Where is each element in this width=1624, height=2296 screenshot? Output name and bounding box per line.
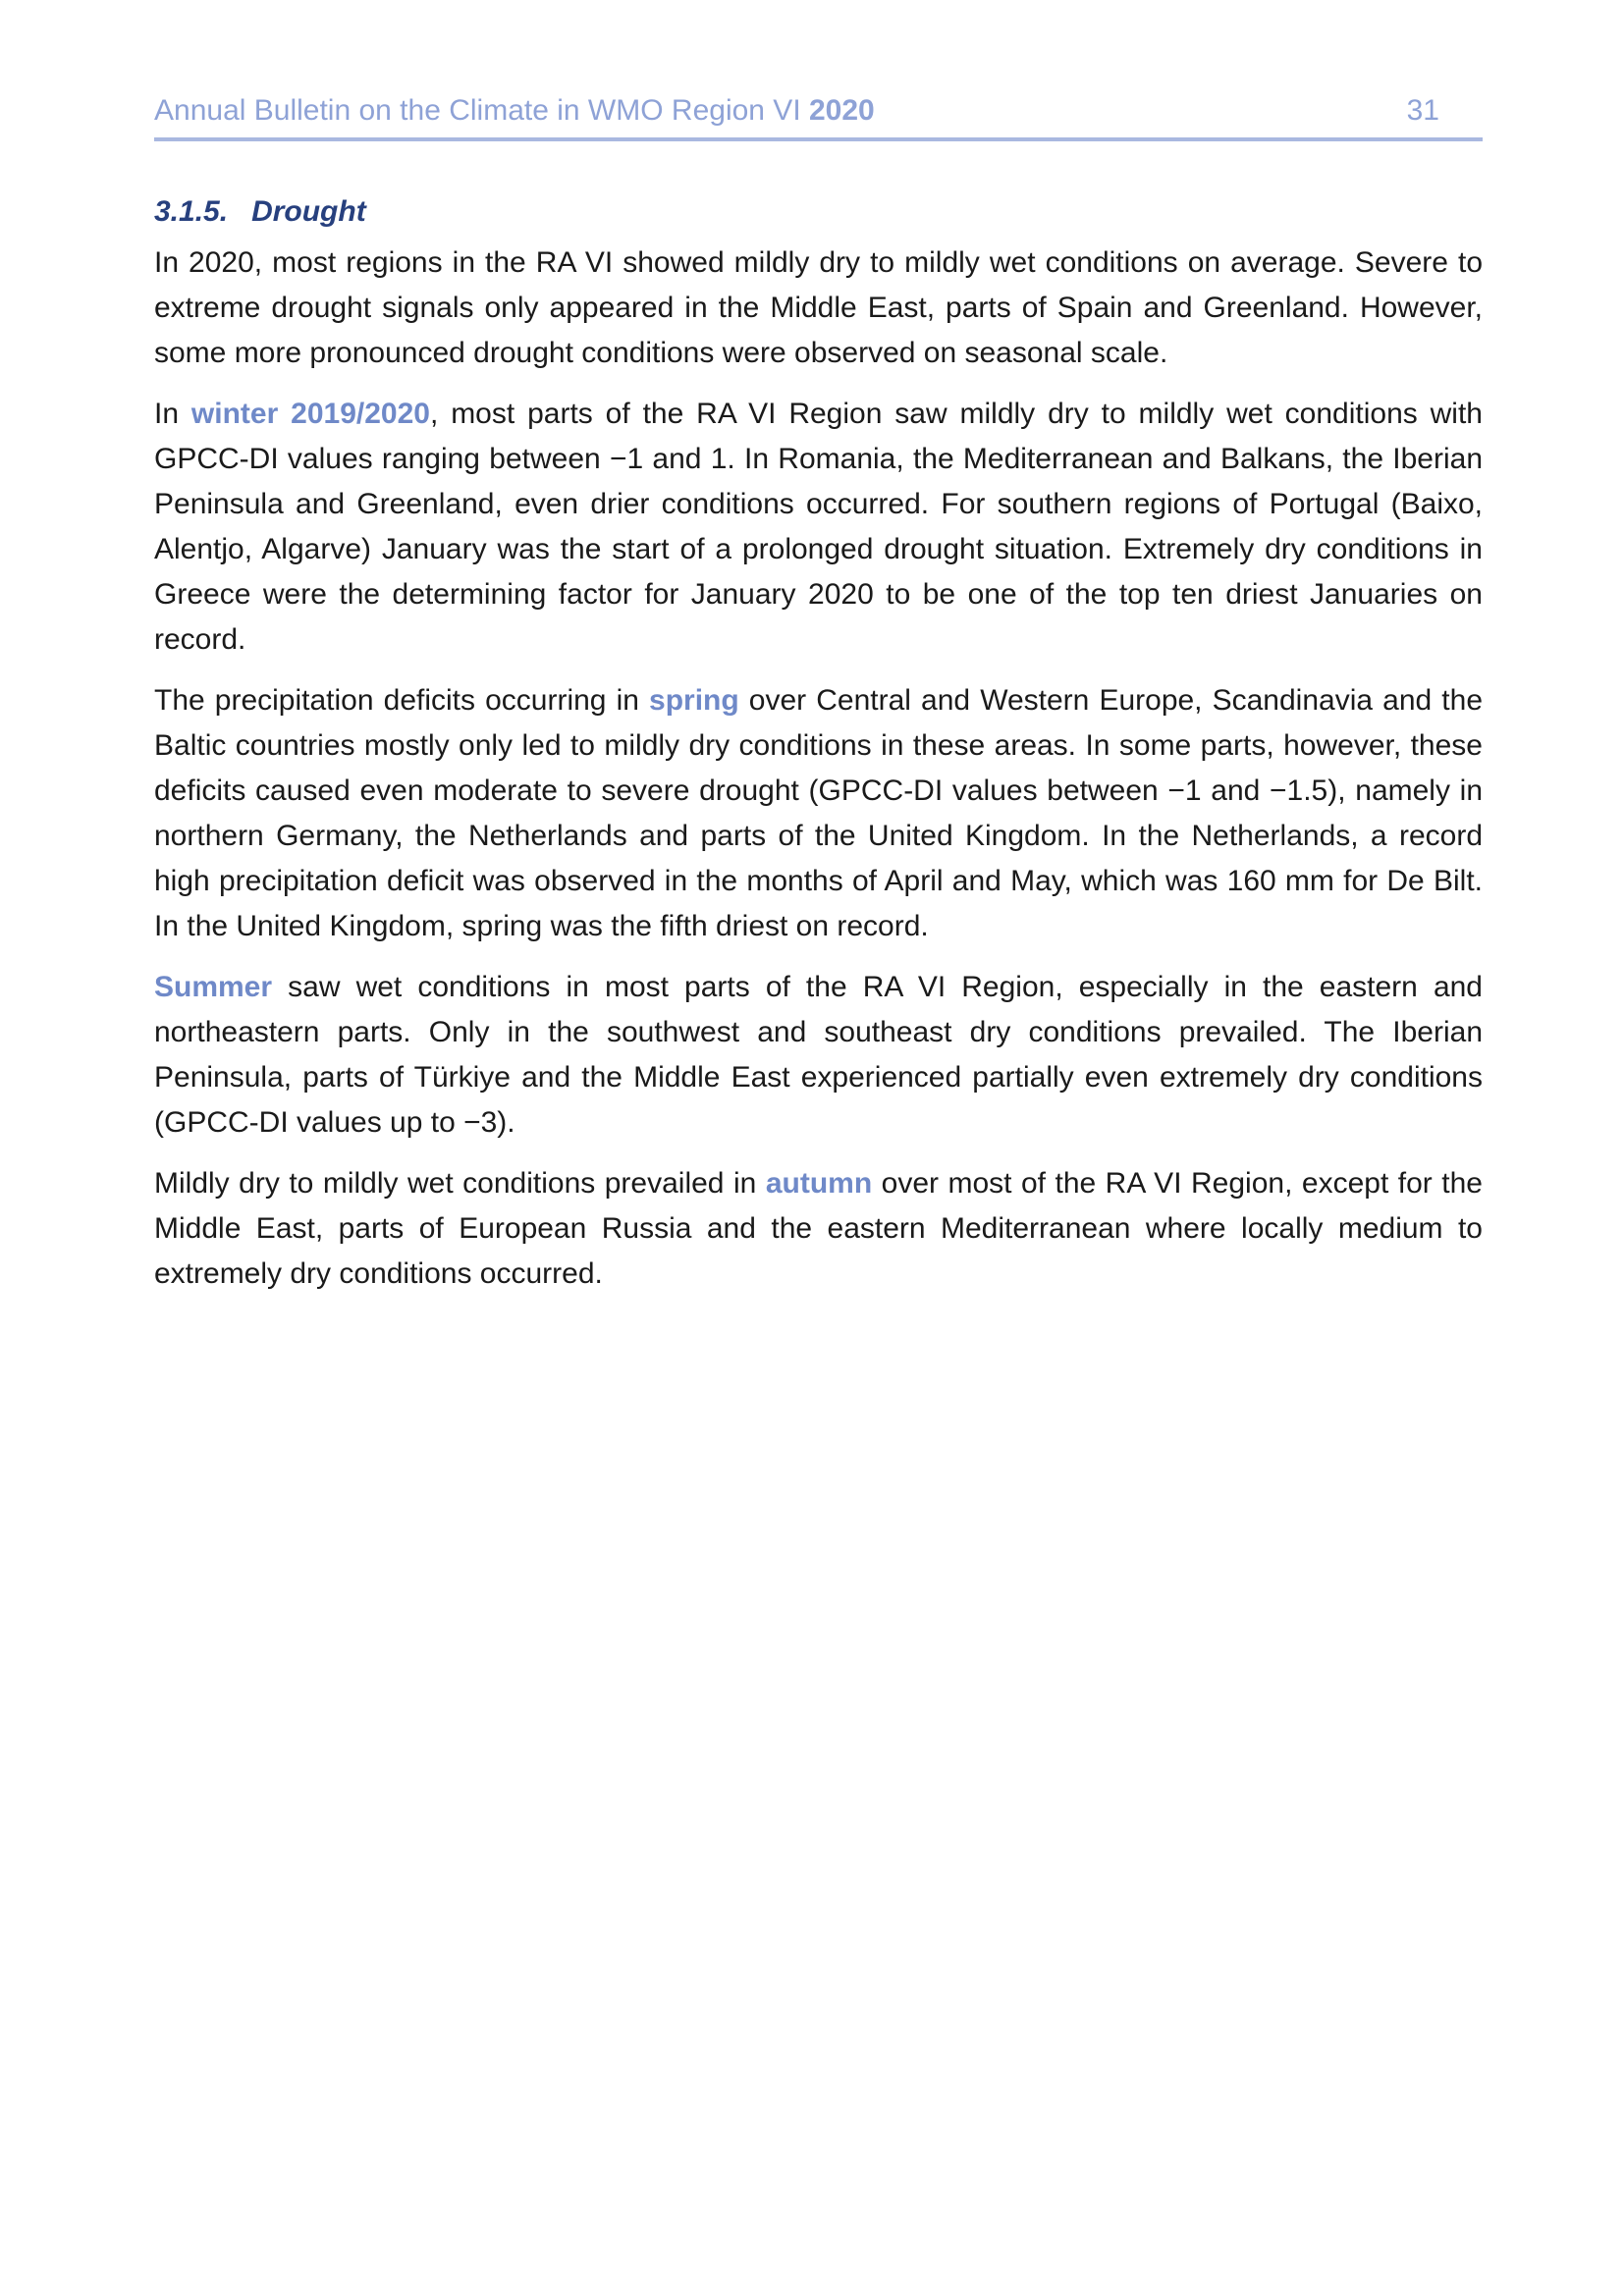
season-highlight-winter: winter 2019/2020	[190, 397, 430, 430]
page-content	[154, 192, 1483, 1312]
running-header-title	[154, 96, 875, 126]
paragraph-text: In 2020, most regions in the RA VI showed mildly dry to mildly wet conditions on average. Severe to extreme drought signals only appeared in the Middle East, parts of Spain and Greenland. However, some more pronounced drought conditions were observed on seasonal scale.	[154, 245, 1483, 369]
page-header	[154, 96, 1483, 141]
paragraph-spring	[154, 678, 1483, 949]
paragraph-text: Mildly dry to mildly wet conditions prevailed in	[154, 1166, 766, 1200]
page-number: 31	[1406, 94, 1439, 127]
paragraph-winter	[154, 392, 1483, 663]
header-year: 2020	[809, 94, 875, 127]
paragraph-autumn	[154, 1161, 1483, 1297]
header-title-text: Annual Bulletin on the Climate in WMO Region VI	[154, 94, 801, 127]
section-heading	[154, 192, 1483, 233]
paragraph-text: The precipitation deficits occurring in	[154, 683, 650, 717]
paragraph-text: In	[154, 397, 191, 430]
paragraph-text: over Central and Western Europe, Scandinavia and the Baltic countries mostly only led to mildly dry conditions in these areas. In some parts, however, these deficits caused even moderate to severe drought (GPCC-DI values between −1 and −1.5), namely in northern Germany, the Netherlands and parts of the United Kingdom. In the Netherlands, a record high precipitation deficit was observed in the months of April and May, which was 160 mm for De Bilt. In the United Kingdom, spring was the fifth driest on record.	[154, 683, 1484, 942]
paragraph-overview	[154, 240, 1483, 376]
season-highlight-autumn: autumn	[765, 1166, 873, 1200]
season-highlight-spring: spring	[649, 683, 739, 717]
paragraph-summer	[154, 965, 1483, 1146]
paragraph-text: saw wet conditions in most parts of the RA VI Region, especially in the eastern and northeastern parts. Only in the southwest and southeast dry conditions prevailed. The Iberian Peninsula, parts of Türkiye and the Middle East experienced partially even extremely dry conditions (GPCC-DI values up to −3).	[154, 970, 1483, 1139]
paragraph-text: over most of the RA VI Region, except for the Middle East, parts of European Russia and the eastern Mediterranean where locally medium to extremely dry conditions occurred.	[154, 1166, 1483, 1290]
section-title: Drought	[251, 195, 366, 228]
season-highlight-summer: Summer	[154, 970, 273, 1003]
paragraph-text: , most parts of the RA VI Region saw mildly dry to mildly wet conditions with GPCC-DI values ranging between −1 and 1. In Romania, the Mediterranean and Balkans, the Iberian Peninsula and Greenland, even drier conditions occurred. For southern regions of Portugal (Baixo, Alentjo, Algarve) January was the start of a prolonged drought situation. Extremely dry conditions in Greece were the determining factor for January 2020 to be one of the top ten driest Januaries on record.	[154, 397, 1483, 656]
section-number: 3.1.5.	[154, 195, 229, 228]
